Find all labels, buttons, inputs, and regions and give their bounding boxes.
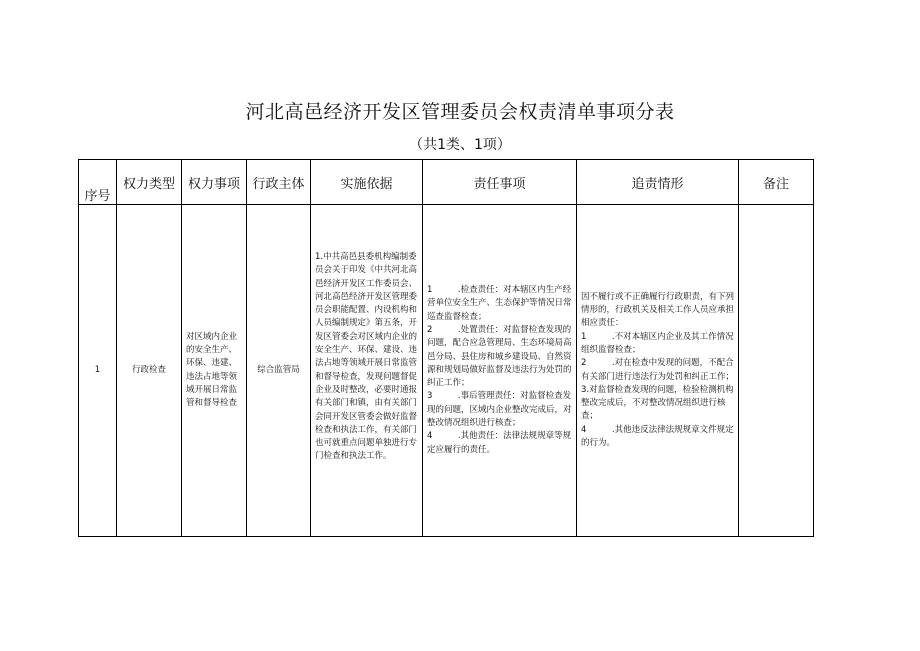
- cell-admin-body: 综合监管局: [247, 205, 311, 537]
- cell-responsibility: [423, 205, 577, 537]
- accountability-item: 4 .其他违反法律法规规章文件规定的行为。: [581, 424, 734, 448]
- accountability-item: 因不履行或不正确履行行政职责，有下列情形的，行政机关及相关工作人员应承担相应责任：: [581, 291, 735, 329]
- header-responsibility: 责任事项: [423, 160, 577, 205]
- cell-remarks: [739, 205, 814, 537]
- header-remarks: 备注: [739, 160, 814, 205]
- accountability-item: 1 .不对本辖区内企业及其工作情况组织监督检查；: [581, 331, 734, 355]
- responsibility-list: [423, 284, 576, 457]
- responsibility-item: 2 .处置责任：对监督检查发现的问题，配合应急管理局、生态环境局高邑分局、县住房和城乡建设局、自然资源和规划局做好监督及违法行为处罚的纠正工作；: [427, 324, 572, 389]
- cell-power-type: 行政检查: [117, 205, 182, 537]
- cell-power-item: [182, 205, 247, 537]
- table-header-row: [79, 160, 814, 205]
- cell-basis: [311, 205, 423, 537]
- accountability-item: 2 .对在检查中发现的问题，不配合有关部门进行违法行为处罚和纠正工作；: [581, 358, 735, 382]
- responsibility-item: 1 .检查责任：对本辖区内生产经营单位安全生产、生态保护等情况日常巡查监督检查；: [427, 285, 572, 322]
- responsibility-table: [78, 159, 814, 537]
- responsibility-item: 3 .事后管理责任：对监督检查发现的问题，区域内企业整改完成后，对整改情况组织进行核查；: [427, 391, 572, 429]
- power-item-text: 对区域内企业的安全生产、环保、违建、违法占地等领域开展日常监管和督导检查: [186, 331, 238, 409]
- document-title: 河北高邑经济开发区管理委员会权责清单事项分表: [245, 101, 675, 123]
- cell-accountability: [577, 205, 739, 537]
- cell-seq: 1: [79, 205, 117, 537]
- header-basis: 实施依据: [311, 160, 423, 205]
- header-power-type: 权力类型: [117, 160, 182, 205]
- header-admin-body: 行政主体: [247, 160, 311, 205]
- header-power-item: 权力事项: [182, 160, 247, 205]
- accountability-list: [577, 291, 738, 451]
- accountability-item: 3.对监督检查发现的问题，检验检测机构整改完成后，不对整改情况组织进行核查；: [581, 384, 734, 422]
- document-subtitle: （共1类、1项）: [409, 137, 511, 153]
- table-row: [79, 205, 814, 537]
- responsibility-item: 4 .其他责任：法律法规规章等规定应履行的责任。: [427, 431, 572, 455]
- basis-text: 1.中共高邑县委机构编制委员会关于印发《中共河北高邑经济开发区工作委员会、河北高邑经济开发区管理委员会职能配置、内设机构和人员编制规定》第五条，开发区管委会对区域内企业的安全生产、环保、建设、违法占地等领域开展日常监管和督导检查，发现问题督促企业及时整改，必要时通报有关部门和镇，由有关部门会同开发区管委会做好监督检查和执法工作，有关部门也可就重点问题单独进行专门检查和执法工作。: [315, 252, 418, 462]
- header-seq: 序号: [79, 160, 117, 205]
- header-accountability: 追责情形: [577, 160, 739, 205]
